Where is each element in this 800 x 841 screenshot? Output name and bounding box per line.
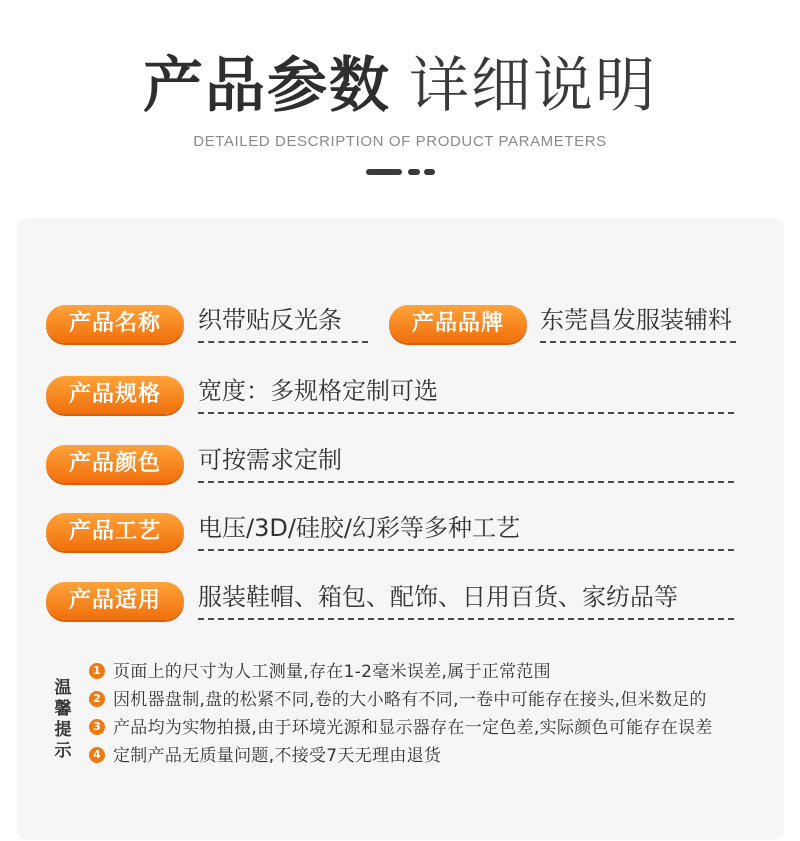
tips-heading-char: 提 — [54, 720, 72, 740]
tip-number-badge: 1 — [89, 663, 105, 679]
tip-item — [89, 689, 707, 711]
param-value-brand: 东莞昌发服装辅料 — [540, 301, 736, 343]
title-divider — [0, 169, 800, 175]
param-label-brand: 产品品牌 — [389, 305, 527, 343]
page-title — [0, 48, 800, 124]
param-label-name: 产品名称 — [46, 305, 184, 343]
param-label-spec: 产品规格 — [46, 376, 184, 414]
tip-item — [89, 661, 551, 683]
tips-heading — [52, 678, 74, 762]
page-subtitle: DETAILED DESCRIPTION OF PRODUCT PARAMETERS — [193, 133, 607, 150]
param-row-spec — [46, 376, 746, 416]
tip-number-badge: 2 — [89, 691, 105, 707]
divider-dash-long — [366, 169, 402, 175]
param-value-spec: 宽度：多规格定制可选 — [198, 372, 734, 414]
param-label-usage: 产品适用 — [46, 582, 184, 620]
param-row-color — [46, 445, 746, 485]
param-label-color: 产品颜色 — [46, 445, 184, 483]
tips-heading-char: 馨 — [54, 699, 72, 719]
tips-heading-char: 温 — [54, 678, 72, 698]
tip-number-badge: 4 — [89, 747, 105, 763]
tip-item — [89, 745, 441, 767]
tip-item — [89, 717, 713, 739]
param-value-craft: 电压/3D/硅胶/幻彩等多种工艺 — [198, 509, 734, 551]
divider-dash-short-1 — [408, 169, 420, 175]
param-row-usage — [46, 582, 746, 622]
param-value-name: 织带贴反光条 — [198, 301, 368, 343]
tip-text: 因机器盘制,盘的松紧不同,卷的大小略有不同,一卷中可能存在接头,但米数足的 — [113, 690, 707, 710]
param-row-craft — [46, 513, 746, 553]
page-header — [0, 0, 800, 200]
divider-dash-short-2 — [424, 169, 435, 175]
tip-text: 产品均为实物拍摄,由于环境光源和显示器存在一定色差,实际颜色可能存在误差 — [113, 718, 713, 738]
tips-heading-char: 示 — [54, 741, 72, 761]
title-light: 详细说明 — [409, 51, 657, 121]
param-value-usage: 服装鞋帽、箱包、配饰、日用百货、家纺品等 — [198, 578, 734, 620]
tip-text: 页面上的尺寸为人工测量,存在1-2毫米误差,属于正常范围 — [113, 662, 551, 682]
param-value-color: 可按需求定制 — [198, 441, 734, 483]
title-bold: 产品参数 — [143, 51, 391, 121]
param-row-name-brand — [46, 305, 746, 345]
param-label-craft: 产品工艺 — [46, 513, 184, 551]
tip-number-badge: 3 — [89, 719, 105, 735]
tip-text: 定制产品无质量问题,不接受7天无理由退货 — [113, 746, 442, 766]
